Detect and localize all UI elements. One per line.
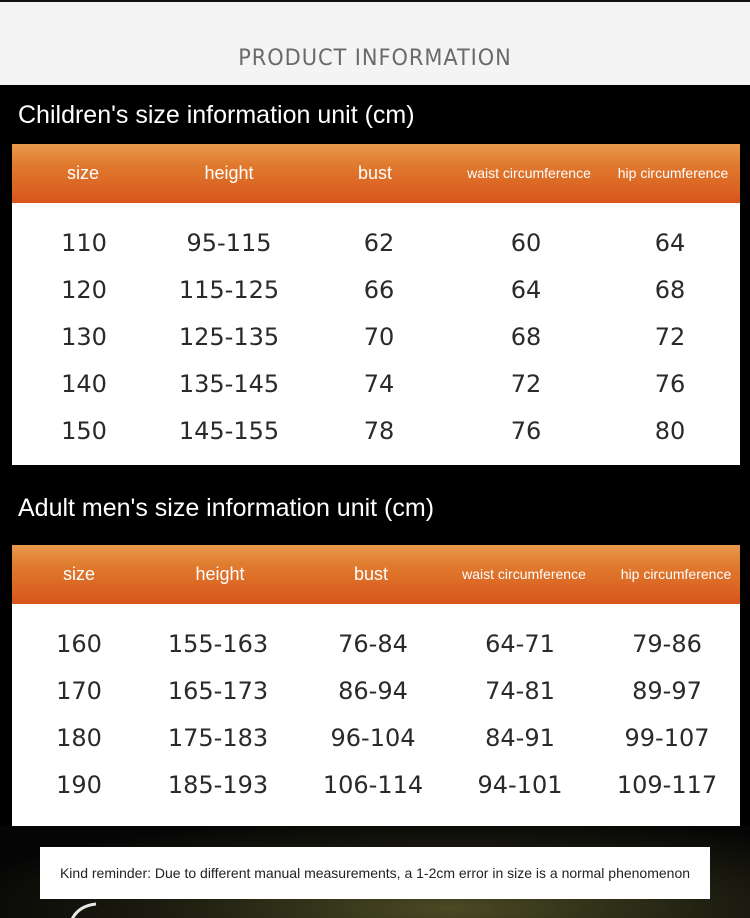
cell-size: 160: [56, 630, 102, 658]
column-header-height: height: [204, 163, 254, 183]
cell-bust: 70: [363, 323, 395, 351]
cell-waist: 64: [510, 276, 542, 304]
cell-waist: 64-71: [485, 630, 555, 658]
column-header-hip: hip circumference: [617, 165, 729, 181]
cell-hip: 68: [654, 276, 686, 304]
table-row: [12, 715, 740, 762]
cell-hip: 72: [654, 323, 686, 351]
cell-bust: 86-94: [338, 677, 408, 705]
table-row: [12, 314, 740, 361]
cell-waist: 72: [510, 370, 542, 398]
cell-bust: 96-104: [330, 724, 416, 752]
cell-hip: 89-97: [632, 677, 702, 705]
column-header-waist: waist circumference: [467, 165, 591, 181]
cell-size: 130: [61, 323, 107, 351]
cell-height: 135-145: [178, 370, 280, 398]
cell-height: 165-173: [167, 677, 269, 705]
cell-waist: 94-101: [477, 771, 563, 799]
table-row: [12, 668, 740, 715]
cell-hip: 80: [654, 417, 686, 445]
cell-hip: 99-107: [624, 724, 710, 752]
cell-size: 110: [61, 229, 107, 257]
table-row: [12, 621, 740, 668]
reminder-box: [40, 847, 710, 899]
cell-bust: 62: [363, 229, 395, 257]
cell-size: 190: [56, 771, 102, 799]
children-table-header: [12, 144, 740, 203]
column-header-bust: bust: [353, 564, 389, 584]
table-row: [12, 220, 740, 267]
cell-hip: 79-86: [632, 630, 702, 658]
column-header-height: height: [195, 564, 245, 584]
cell-size: 170: [56, 677, 102, 705]
cell-size: 150: [61, 417, 107, 445]
cell-size: 180: [56, 724, 102, 752]
cell-waist: 84-91: [485, 724, 555, 752]
cell-bust: 76-84: [338, 630, 408, 658]
column-header-waist: waist circumference: [462, 566, 586, 582]
children-table-body: [12, 203, 740, 465]
cell-hip: 76: [654, 370, 686, 398]
cell-bust: 74: [363, 370, 395, 398]
cell-height: 185-193: [167, 771, 269, 799]
cell-size: 140: [61, 370, 107, 398]
reminder-text: Kind reminder: Due to different manual measurements, a 1-2cm error in size is a normal phenomenon: [59, 865, 691, 881]
children-size-heading: Children's size information unit (cm): [18, 101, 415, 129]
cell-height: 145-155: [178, 417, 280, 445]
cell-bust: 106-114: [322, 771, 424, 799]
column-header-size: size: [62, 564, 96, 584]
cell-waist: 68: [510, 323, 542, 351]
cell-hip: 64: [654, 229, 686, 257]
cell-height: 95-115: [186, 229, 272, 257]
table-row: [12, 408, 740, 455]
decorative-curve-icon: [62, 896, 122, 918]
product-info-banner: [0, 0, 750, 85]
cell-height: 115-125: [178, 276, 280, 304]
cell-height: 175-183: [167, 724, 269, 752]
adult-table-header: [12, 545, 740, 604]
cell-size: 120: [61, 276, 107, 304]
cell-height: 155-163: [167, 630, 269, 658]
cell-height: 125-135: [178, 323, 280, 351]
cell-bust: 66: [363, 276, 395, 304]
adult-size-heading: Adult men's size information unit (cm): [18, 494, 435, 522]
cell-waist: 60: [510, 229, 542, 257]
cell-bust: 78: [363, 417, 395, 445]
cell-hip: 109-117: [616, 771, 718, 799]
table-row: [12, 361, 740, 408]
page-title: PRODUCT INFORMATION: [238, 46, 512, 71]
column-header-size: size: [66, 163, 100, 183]
cell-waist: 74-81: [485, 677, 555, 705]
table-row: [12, 267, 740, 314]
cell-waist: 76: [510, 417, 542, 445]
table-row: [12, 762, 740, 809]
column-header-bust: bust: [357, 163, 393, 183]
column-header-hip: hip circumference: [620, 566, 732, 582]
footer-background: [0, 826, 750, 918]
adult-table-body: [12, 604, 740, 826]
